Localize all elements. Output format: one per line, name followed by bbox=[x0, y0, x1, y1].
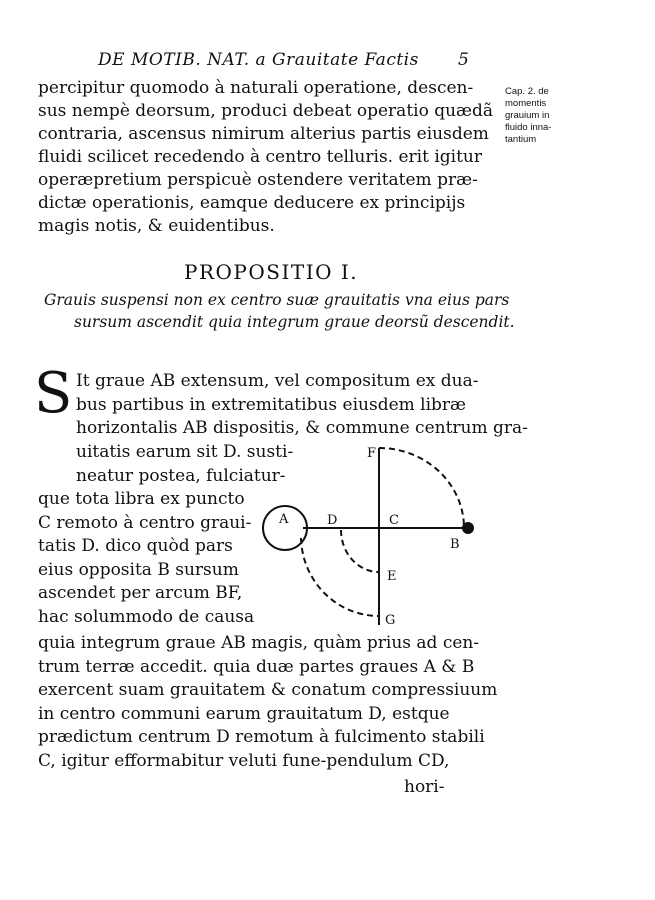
margin-note-line: tantium bbox=[505, 134, 537, 145]
proposition-title: PROPOSITIO I. bbox=[184, 260, 359, 284]
label-d: D bbox=[327, 513, 338, 528]
text-line: magis notis, & euidentibus. bbox=[38, 216, 275, 236]
margin-note-line: momentis bbox=[505, 98, 547, 109]
text-line: operæpretium perspicuè ostendere veritatem præ- bbox=[38, 170, 478, 190]
margin-note-line: grauium in bbox=[505, 110, 550, 121]
label-f: F bbox=[367, 446, 377, 461]
margin-note-line: Cap. 2. de bbox=[505, 86, 549, 97]
text-line: sus nempè deorsum, produci debeat operatio quædã bbox=[38, 101, 494, 121]
text-line: C, igitur efformabitur veluti fune-pendulum CD, bbox=[38, 750, 450, 771]
label-e: E bbox=[387, 569, 397, 584]
page-number: 5 bbox=[458, 50, 469, 70]
text-line: in centro communi earum grauitatum D, estque bbox=[38, 703, 450, 724]
text-line: quia integrum graue AB magis, quàm prius ad cen- bbox=[38, 633, 480, 653]
text-line: contraria, ascensus nimirum alterius partis eiusdem bbox=[38, 124, 489, 144]
text-line: C remoto à centro graui- bbox=[38, 512, 252, 533]
body-wide bbox=[76, 370, 528, 441]
text-line: hac solummodo de causa bbox=[38, 606, 255, 627]
drop-cap: S bbox=[34, 361, 73, 426]
arc-ag bbox=[301, 538, 379, 616]
text-line: bus partibus in extremitatibus eiusdem libræ bbox=[76, 394, 467, 415]
enunciation-line: sursum ascendit quia integrum graue deorsũ descendit. bbox=[74, 313, 515, 331]
arc-de bbox=[341, 530, 379, 572]
text-line: It graue AB extensum, vel compositum ex dua- bbox=[76, 371, 479, 391]
text-line: neatur postea, fulciatur- bbox=[76, 465, 286, 486]
text-line: ascendet per arcum BF, bbox=[38, 583, 243, 603]
text-line: trum terræ accedit. quia duæ partes graues A & B bbox=[38, 656, 475, 677]
text-line: tatis D. dico quòd pars bbox=[38, 536, 233, 556]
body-bottom bbox=[38, 632, 497, 773]
text-line: exercent suam grauitatem & conatum compressiuum bbox=[38, 680, 498, 700]
catchword: hori- bbox=[404, 777, 445, 797]
running-head: DE MOTIB. NAT. a Grauitate Factis bbox=[98, 50, 419, 70]
text-line: prædictum centrum D remotum à fulcimento stabili bbox=[38, 727, 485, 747]
top-paragraph bbox=[38, 77, 498, 238]
text-line: que tota libra ex puncto bbox=[38, 489, 245, 509]
text-line: dictæ operationis, eamque deducere ex principijs bbox=[38, 193, 466, 213]
text-line: horizontalis AB dispositis, & commune centrum gra- bbox=[76, 418, 528, 438]
proposition-enunciation bbox=[44, 289, 515, 333]
enunciation-line: Grauis suspensi non ex centro suæ grauitatis vna eius pars bbox=[44, 291, 510, 309]
text-line: eius opposita B sursum bbox=[38, 559, 239, 580]
text-line: fluidi scilicet recedendo à centro telluris. erit igitur bbox=[38, 147, 483, 167]
label-b: B bbox=[450, 537, 460, 552]
margin-note-line: fluido inna- bbox=[505, 122, 552, 133]
margin-note bbox=[505, 86, 595, 146]
balance-figure bbox=[255, 440, 485, 630]
label-c: C bbox=[389, 513, 399, 528]
label-a: A bbox=[279, 512, 289, 527]
text-line: uitatis earum sit D. susti- bbox=[76, 442, 294, 462]
text-line: percipitur quomodo à naturali operatione, descen- bbox=[38, 78, 474, 98]
label-g: G bbox=[385, 613, 396, 628]
